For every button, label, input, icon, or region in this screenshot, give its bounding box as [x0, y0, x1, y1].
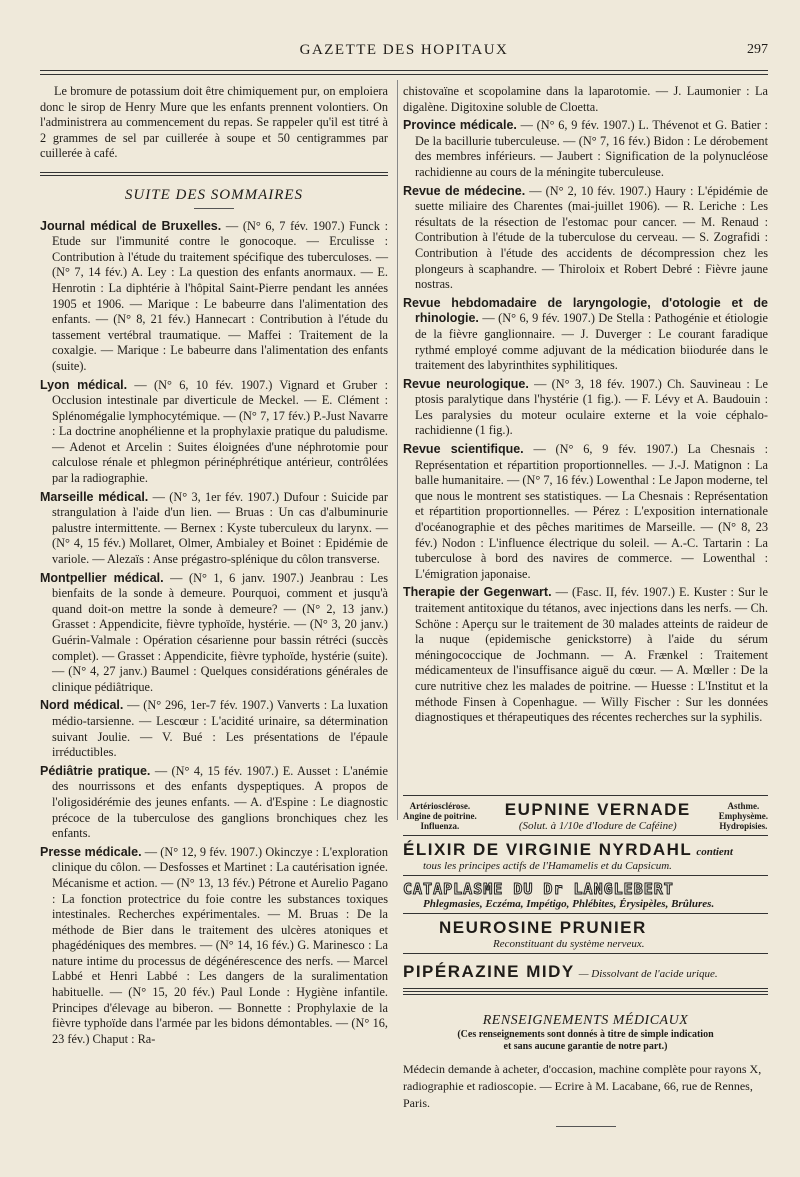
journal-name: Lyon médical.	[40, 377, 128, 392]
summary-entry	[40, 571, 388, 696]
entry-text: — (Fasc. II, fév. 1907.) E. Kuster : Sur le traitement antitoxique du tétanos, avec injections dans les nerfs. — Ch. Schöne : Aperçu sur le traitement de 30 malades atteints de raideur de la nuque (epidemische genickstorre) à l'aide du sérum méningococcique de Jochmann. — A. Frænkel : Traitement médicamenteux de l'insuffisance aiguë du cœur. — A. Mœller : De la cure nutritive chez les malades de poitrine. — Huesse : L'Institut et la méthode Finsen à Copenhague. — Willy Fischer : Sur les données diagnostiques et thérapeutiques des récentes recherches sur la syphilis.	[415, 585, 768, 725]
entry-text: — (N° 2, 10 fév. 1907.) Haury : L'épidémie de suette miliaire des Charentes (mai-juillet 1906). — R. Leriche : Les résultats de la résection de l'estomac pour cancer. — M. Renaud : Contribution à l'étude de la tuberculose du cerveau. — S. Zografidi : Contribution à l'étude des accidents de décompression chez les plongeurs à scaphandre. — Thiroloix et Robert Debré : Fièvre jaune nostras.	[415, 183, 768, 292]
summary-entry	[403, 118, 768, 180]
summary-entry	[403, 184, 768, 293]
advertisements	[403, 795, 768, 1127]
journal-name: Therapie der Gegenwart.	[403, 585, 552, 600]
ad-elixir	[403, 836, 768, 876]
ad-text: Hydropisies.	[719, 821, 768, 831]
journal-name: Pédiâtrie pratique.	[40, 763, 151, 778]
section-double-rule	[40, 172, 388, 176]
summary-entry	[40, 764, 388, 842]
header-rule-top	[40, 70, 768, 71]
ad-text: Angine de poitrine.	[403, 811, 477, 821]
summary-entry	[40, 698, 388, 760]
neurosine-sub: Reconstituant du système nerveux.	[493, 938, 645, 950]
ad-text: Influenza.	[420, 821, 460, 831]
eupnine-indications-left	[403, 801, 477, 831]
elixir-sub: tous les principes actifs de l'Hamamelis et du Capsicum.	[423, 860, 672, 872]
ad-piperazine	[403, 954, 768, 989]
summary-entry	[403, 377, 768, 439]
entry-text: — (N° 4, 15 fév. 1907.) E. Ausset : L'anémie des nourrissons et des enfants dyspeptiques. A propos de l'oligosidérémie des jeunes enfants. — A. d'Espine : Le diagnostic précoce de la tuberculose des ganglions bronchiques chez les enfants.	[52, 763, 388, 841]
ad-neurosine	[403, 914, 768, 954]
header-rule-bottom	[40, 74, 768, 75]
cataplasme-brand: CATAPLASME DU Dr LANGLEBERT	[403, 880, 674, 898]
entry-text: — (N° 6, 9 fév. 1907.) L. Thévenot et G. Batier : De la bacillurie tuberculeuse. — (N° 7, 16 fév.) Bidon : Le dérobement des membres inférieurs. — Jaubert : Signification de la polynucléose rachidienne au cours de la méningite tuberculeuse.	[415, 118, 768, 179]
journal-title: GAZETTE DES HOPITAUX	[299, 42, 509, 58]
summary-entry	[40, 378, 388, 487]
summary-entry	[40, 490, 388, 568]
entry-text: — (N° 3, 1er fév. 1907.) Dufour : Suicide par strangulation à l'aide d'un lien. — Bruas : Un cas d'albuminurie palustre intermittente. — Bernex : Kyste tuberculeux du larynx. — (N° 4, 15 fév.) Mollaret, Olmer, Ambialey et Boinet : Epidémie de variole. — Alezaïs : Anse prégastro-splénique du côlon transverse.	[52, 489, 388, 567]
renseignements-title: RENSEIGNEMENTS MÉDICAUX	[482, 1013, 689, 1028]
ad-eupnine	[403, 795, 768, 836]
entry-text: — (N° 6, 10 fév. 1907.) Vignard et Gruber : Occlusion intestinale par diverticule de Meckel. — E. Clément : Splénomégalie lymphocytémique. — (N° 7, 17 fév.) P.-Just Navarre : La doctrine anophélienne et la prophylaxie pratique du paludisme. — Adenot et Arcelin : Suites éloignées d'une néphrotomie pour calculose rénale et phlegmon périnéphrétique antérieur, contrôlées par la radiographie.	[52, 377, 388, 486]
entry-text: — (N° 12, 9 fév. 1907.) Okinczye : L'exploration clinique du côlon. — Desfosses et Martinet : La cautérisation ignée. Mécanisme et action. — (N° 13, 13 fév.) Pétrone et Aurelio Pagano : La fonction protectrice du foie contre les substances toxiques intestinales. Recherches expérimentales. — M. Bruas : De la méthode de Bier dans le traitement des ulcères atoniques et phagédéniques des membres. — (N° 14, 16 fév.) G. Marinesco : La nature intime du processus de dégénérescence des nerfs. — Marcel Labbé et Henri Labbé : Les dangers de la suralimentation habituelle. — (N° 15, 20 fév.) Paul Londe : Hygiène infantile. Principes d'élevage au biberon. — Bonnette : Prophylaxie de la fièvre typhoïde dans l'armée par les bidons démontables. — (N° 16, 23 fév.) Chaput : Ra-	[52, 844, 388, 1046]
journal-name: Montpellier médical.	[40, 570, 164, 585]
journal-name: Province médicale.	[403, 118, 517, 133]
page-header	[40, 42, 768, 60]
ad-text: Asthme.	[727, 801, 760, 811]
entry-text: — (N° 6, 7 fév. 1907.) Funck : Etude sur l'immunité contre le gonocoque. — Erculisse : Contribution à l'étude du traitement spécifique des tuberculoses. — (N° 7, 14 fév.) A. Ley : La question des enfants anormaux. — E. Henrotin : La diphtérie à l'hôpital Saint-Pierre pendant les années 1905 et 1906. — Marique : Le babeurre dans l'alimentation des enfants. — (N° 8, 21 fév.) Hannecart : Contribution à l'étude du tassement vertébral traumatique. — Maffei : Traitement de la coxalgie. — Marique : Le babeurre dans l'alimentation des enfants (suite).	[52, 218, 388, 373]
left-entries-list	[40, 219, 388, 1048]
summary-entry	[40, 845, 388, 1048]
left-column	[40, 84, 388, 1050]
section-title: SUITE DES SOMMAIRES	[124, 186, 304, 203]
piperazine-sub: — Dissolvant de l'acide urique.	[578, 968, 718, 980]
summary-entry	[403, 585, 768, 725]
cataplasme-sub: Phlegmasies, Eczéma, Impétigo, Phlébites, Érysipèles, Brûlures.	[423, 898, 715, 910]
journal-name: Revue neurologique.	[403, 376, 529, 391]
piperazine-brand: PIPÉRAZINE MIDY	[403, 962, 575, 981]
summary-entry	[403, 442, 768, 582]
journal-name: Journal médical de Bruxelles.	[40, 218, 222, 233]
journal-name: Revue hebdomadaire de laryngologie, d'otologie et de rhinologie.	[403, 295, 768, 326]
entry-text: — (N° 6, 9 fév. 1907.) De Stella : Pathogénie et étiologie de la fièvre ganglionnaire. — J. Duverger : Le courant faradique rythmé employé comme adjuvant de la médication biiodurée dans le traitement des labyrinthites syphilitiques.	[415, 311, 768, 373]
column-divider	[397, 80, 398, 820]
ad-text: Artériosclérose.	[409, 801, 471, 811]
elixir-tag: contient	[696, 846, 733, 858]
neurosine-brand: NEUROSINE PRUNIER	[439, 918, 647, 937]
title-rule	[194, 208, 234, 209]
page-number: 297	[747, 42, 768, 57]
journal-name: Revue de médecine.	[403, 183, 526, 198]
renseignements-note-2: et sans aucune garantie de notre part.)	[503, 1041, 668, 1052]
ad-cataplasme	[403, 876, 768, 914]
right-entries-list	[403, 118, 768, 726]
ad-text: Emphysème.	[718, 811, 768, 821]
summary-entry	[40, 219, 388, 375]
eupnine-sub: (Solut. à 1/10e d'Iodure de Caféine)	[518, 820, 677, 832]
end-rule	[556, 1126, 616, 1127]
right-column	[403, 84, 768, 729]
journal-name: Marseille médical.	[40, 489, 149, 504]
renseignements-note-1: (Ces renseignements sont donnés à titre de simple indication	[457, 1029, 714, 1040]
journal-name: Nord médical.	[40, 698, 124, 713]
entry-text: — (N° 6, 9 fév. 1907.) La Chesnais : Représentation et répartition proportionnelles. — J.-J. Matignon : La balle humanitaire. — (N° 7, 16 fév.) Lowenthal : Le Japon moderne, tel que nous le montrent ses statistiques. — La Chesnais : Représentation et répartition proportionnelles. — Pérez : L'exposition internationale d'océanographie et des pêches maritimes de Marseille. — (N° 8, 23 fév.) Nodon : L'influence électrique du soleil. — A.-C. Tartarin : La tuberculose à bord des navires de commerce. — Lowenthal : L'émigration japonaise.	[415, 442, 768, 581]
journal-name: Revue scientifique.	[403, 442, 524, 457]
renseignements-text: Médecin demande à acheter, d'occasion, machine complète pour rayons X, radiographie et radioscopie. — Ecrire à M. Lacabane, 66, rue de Rennes, Paris.	[403, 1062, 762, 1110]
entry-text: — (N° 3, 18 fév. 1907.) Ch. Sauvineau : Le ptosis paralytique dans l'hystérie (1 fig.). — F. Lévy et A. Baudouin : Les paralysies du moteur oculaire externe et la voie céphalo-rachidienne (1 fig.).	[415, 376, 768, 438]
eupnine-brand: EUPNINE VERNADE	[504, 800, 691, 819]
intro-paragraph: Le bromure de potassium doit être chimiquement pur, on emploiera donc le sirop de Henry Mure que les enfants prennent volontiers. On l'administrera au commencement du repas. Se rappeler qu'il est titré à 2 grammes de sel par cuillerée à soupe et 50 centigrammes par cuillerée à café.	[40, 84, 388, 161]
journal-name: Presse médicale.	[40, 844, 142, 859]
eupnine-indications-right	[719, 801, 768, 831]
elixir-brand: ÉLIXIR DE VIRGINIE NYRDAHL	[403, 840, 693, 859]
entry-text: — (N° 1, 6 janv. 1907.) Jeanbrau : Les bienfaits de la sonde à demeure. Pourquoi, comment et jusqu'à quand doit-on mettre la sonde à demeure? — (N° 2, 13 janv.) Grasset : Appendicite, fièvre typhoïde, hystérie. — (N° 3, 20 janv.) Guérin-Valmale : Opération césarienne pour bassin rétréci (succès complet). — Grasset : Appendicite, fièvre typhoïde, hystérie (suite). — (N° 4, 27 janv.) Baumel : Quelques considérations générales de clinique pédiâtrique.	[52, 570, 388, 694]
entry-text: — (N° 296, 1er-7 fév. 1907.) Vanverts : La luxation médio-tarsienne. — Lescœur : L'acidité urinaire, sa détermination suivant Joulie. — V. Bué : Les présentations de l'épaule irréductibles.	[52, 698, 388, 760]
continuation-text: chistovaïne et scopolamine dans la laparotomie. — J. Laumonier : La digalène. Digitoxine soluble de Cloetta.	[403, 84, 768, 114]
summary-entry	[403, 296, 768, 374]
ads-double-rule	[403, 991, 768, 995]
